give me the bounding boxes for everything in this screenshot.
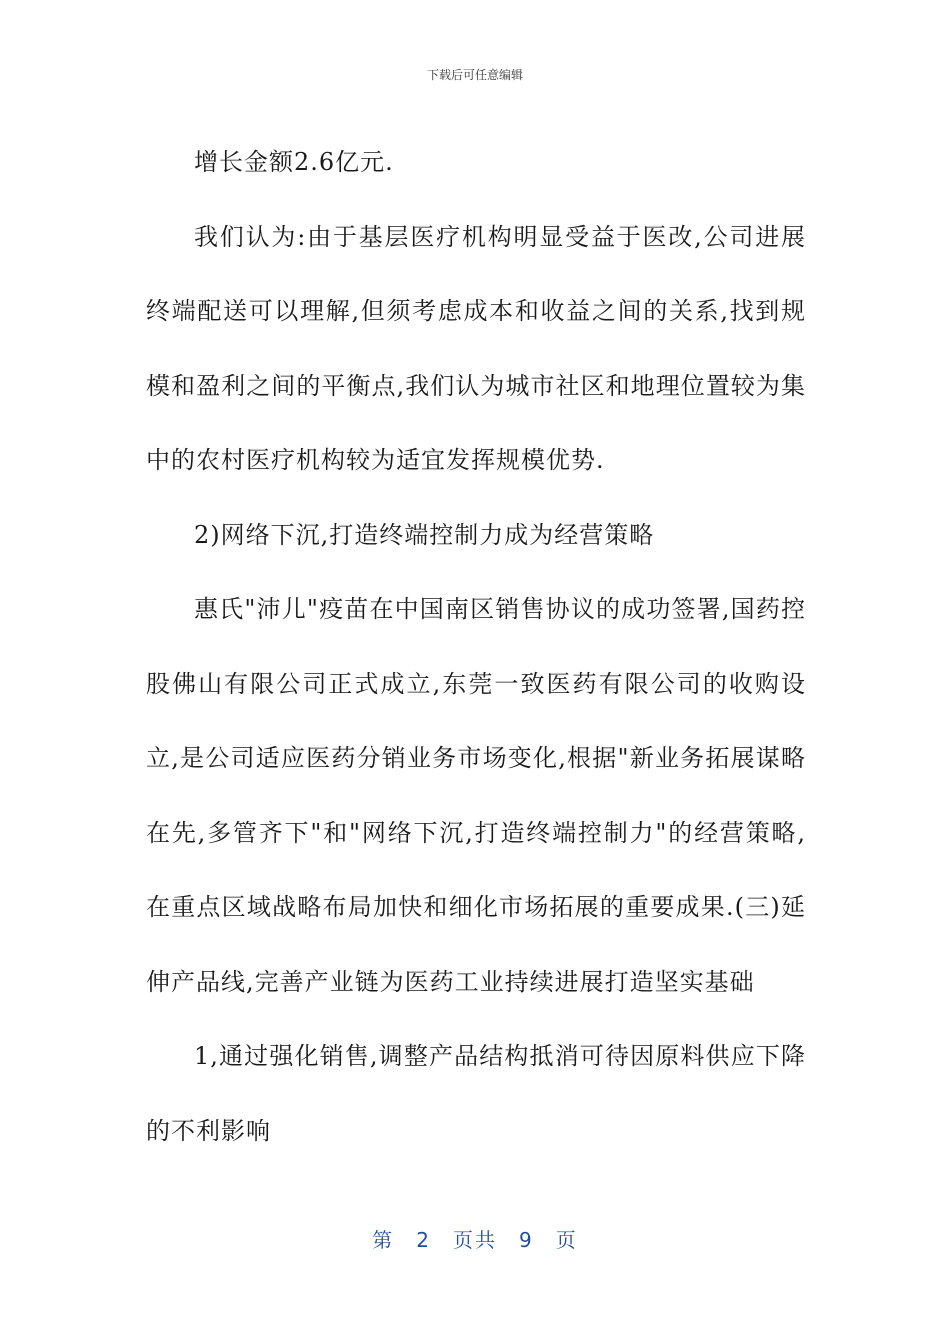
footer-middle: 页共: [453, 1228, 497, 1252]
footer-prefix: 第: [372, 1228, 395, 1252]
paragraph-3: 2)网络下沉,打造终端控制力成为经营策略: [194, 520, 655, 549]
paragraph-4: 惠氏"沛儿"疫苗在中国南区销售协议的成功签署,国药控股佛山有限公司正式成立,东莞一致医药有限公司的收购设立,是公司适应医药分销业务市场变化,根据"新业务拓展谋略在先,多管齐下"和"网络下沉,打造终端控制力"的经营策略,在重点区域战略布局加快和细化市场拓展的重要成果.(三)延伸产品线,完善产业链为医药工业持续进展打造坚实基础: [146, 595, 806, 996]
footer-suffix: 页: [555, 1228, 578, 1252]
footer-total-pages: 9: [519, 1228, 534, 1252]
page-footer: [0, 1224, 950, 1253]
paragraph-5: 1,通过强化销售,调整产品结构抵消可待因原料供应下降的不利影响: [146, 1042, 806, 1145]
paragraph-1: 增长金额2.6亿元.: [194, 148, 394, 176]
paragraph-2: 我们认为:由于基层医疗机构明显受益于医改,公司进展终端配送可以理解,但须考虑成本和收益之间的关系,找到规模和盈利之间的平衡点,我们认为城市社区和地理位置较为集中的农村医疗机构较为适宜发挥规模优势.: [146, 222, 806, 474]
page-header: 下载后可任意编辑: [426, 68, 523, 82]
document-body: [146, 125, 806, 1168]
footer-current-page: 2: [416, 1228, 431, 1252]
